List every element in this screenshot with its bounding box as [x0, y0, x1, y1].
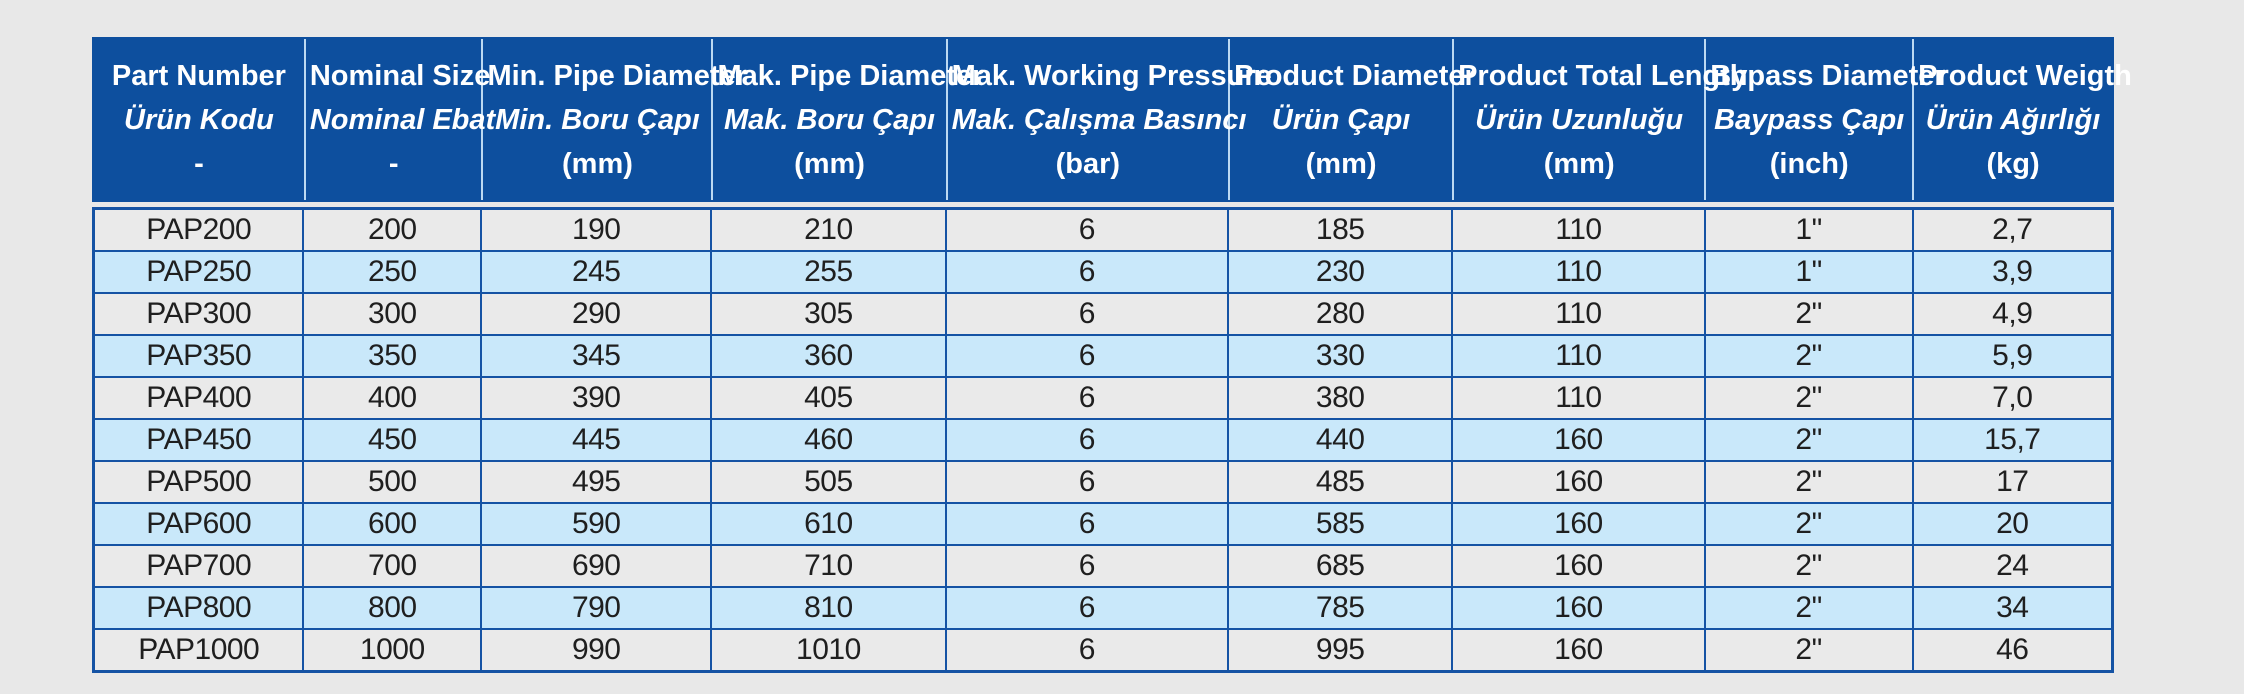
column-header-tr: Baypass Çapı	[1714, 103, 1905, 136]
table-cell: 6	[946, 503, 1229, 545]
column-header-en: Min. Pipe Diameter	[487, 59, 747, 92]
spec-table-body	[92, 207, 2114, 673]
table-cell: 110	[1452, 209, 1704, 252]
table-row	[94, 293, 2113, 335]
table-cell: 160	[1452, 545, 1704, 587]
table-cell: 160	[1452, 503, 1704, 545]
table-cell: 5,9	[1913, 335, 2113, 377]
table-cell: 160	[1452, 419, 1704, 461]
column-header	[1452, 39, 1748, 200]
column-header-en: Bypass Diameter	[1710, 59, 1946, 92]
table-cell: 500	[303, 461, 481, 503]
column-header-unit: -	[194, 147, 204, 180]
table-cell: 2"	[1705, 419, 1913, 461]
table-cell: 2"	[1705, 377, 1913, 419]
table-cell: 590	[481, 503, 711, 545]
table-cell: 2"	[1705, 629, 1913, 672]
table-cell: 2"	[1705, 545, 1913, 587]
column-header	[94, 39, 304, 200]
table-cell: 15,7	[1913, 419, 2113, 461]
part-number-cell: PAP200	[94, 209, 304, 252]
table-cell: 1"	[1705, 209, 1913, 252]
part-number-cell: PAP600	[94, 503, 304, 545]
table-cell: 190	[481, 209, 711, 252]
table-cell: 2"	[1705, 503, 1913, 545]
part-number-cell: PAP450	[94, 419, 304, 461]
table-cell: 360	[711, 335, 945, 377]
table-cell: 250	[303, 251, 481, 293]
table-cell: 710	[711, 545, 945, 587]
part-number-cell: PAP800	[94, 587, 304, 629]
column-header-en: Part Number	[111, 59, 286, 92]
table-cell: 305	[711, 293, 945, 335]
table-cell: 810	[711, 587, 945, 629]
part-number-cell: PAP500	[94, 461, 304, 503]
column-header-unit: -	[388, 147, 399, 180]
table-cell: 685	[1228, 545, 1452, 587]
table-cell: 2"	[1705, 335, 1913, 377]
table-cell: 1000	[303, 629, 481, 672]
column-header-tr: Ürün Uzunluğu	[1475, 103, 1684, 136]
column-header-unit: (inch)	[1769, 147, 1849, 180]
table-row	[94, 209, 2113, 252]
table-cell: 4,9	[1913, 293, 2113, 335]
table-cell: 440	[1228, 419, 1452, 461]
column-header	[1704, 39, 1946, 200]
product-spec-table	[92, 37, 2132, 673]
column-header-unit: (mm)	[1305, 147, 1377, 180]
table-cell: 3,9	[1913, 251, 2113, 293]
column-header-en: Product Total Length	[1458, 59, 1748, 92]
column-header	[1228, 39, 1476, 200]
table-row	[94, 251, 2113, 293]
table-cell: 995	[1228, 629, 1452, 672]
column-header-tr: Ürün Çapı	[1271, 103, 1411, 136]
column-header-unit: (mm)	[1543, 147, 1615, 180]
column-header-en: Product Weigth	[1918, 59, 2132, 92]
column-header-unit: (mm)	[794, 147, 865, 180]
table-cell: 350	[303, 335, 481, 377]
table-cell: 185	[1228, 209, 1452, 252]
table-cell: 6	[946, 587, 1229, 629]
table-cell: 7,0	[1913, 377, 2113, 419]
table-row	[94, 629, 2113, 672]
table-cell: 110	[1452, 377, 1704, 419]
table-cell: 2,7	[1913, 209, 2113, 252]
table-cell: 160	[1452, 629, 1704, 672]
table-cell: 6	[946, 545, 1229, 587]
table-cell: 6	[946, 377, 1229, 419]
table-cell: 46	[1913, 629, 2113, 672]
table-cell: 330	[1228, 335, 1452, 377]
table-row	[94, 461, 2113, 503]
table-cell: 290	[481, 293, 711, 335]
table-cell: 34	[1913, 587, 2113, 629]
column-header-unit: (bar)	[1055, 147, 1121, 180]
table-cell: 245	[481, 251, 711, 293]
part-number-cell: PAP700	[94, 545, 304, 587]
table-cell: 390	[481, 377, 711, 419]
table-cell: 800	[303, 587, 481, 629]
table-cell: 790	[481, 587, 711, 629]
table-cell: 6	[946, 251, 1229, 293]
table-cell: 6	[946, 335, 1229, 377]
table-row	[94, 377, 2113, 419]
table-cell: 450	[303, 419, 481, 461]
table-cell: 610	[711, 503, 945, 545]
table-cell: 2"	[1705, 461, 1913, 503]
column-header-tr: Ürün Ağırlığı	[1925, 103, 2101, 136]
column-header	[946, 39, 1272, 200]
table-row	[94, 587, 2113, 629]
table-cell: 485	[1228, 461, 1452, 503]
column-header-en: Mak. Pipe Diameter	[717, 59, 984, 92]
column-header-en: Mak. Working Pressure	[951, 59, 1272, 92]
table-cell: 600	[303, 503, 481, 545]
table-cell: 160	[1452, 587, 1704, 629]
table-cell: 690	[481, 545, 711, 587]
table-cell: 380	[1228, 377, 1452, 419]
column-header-tr: Mak. Çalışma Basıncı	[951, 103, 1247, 136]
table-row	[94, 335, 2113, 377]
column-header	[711, 39, 984, 200]
table-cell: 255	[711, 251, 945, 293]
table-cell: 405	[711, 377, 945, 419]
table-cell: 230	[1228, 251, 1452, 293]
part-number-cell: PAP350	[94, 335, 304, 377]
column-header-tr: Min. Boru Çapı	[495, 103, 700, 136]
column-header-tr: Nominal Ebat	[309, 103, 496, 136]
column-header-tr: Mak. Boru Çapı	[723, 103, 936, 136]
table-cell: 1010	[711, 629, 945, 672]
table-cell: 6	[946, 209, 1229, 252]
table-cell: 110	[1452, 335, 1704, 377]
table-cell: 585	[1228, 503, 1452, 545]
table-cell: 2"	[1705, 293, 1913, 335]
table-cell: 1"	[1705, 251, 1913, 293]
table-cell: 300	[303, 293, 481, 335]
table-cell: 280	[1228, 293, 1452, 335]
table-cell: 460	[711, 419, 945, 461]
column-header-en: Nominal Size	[309, 59, 491, 92]
column-header-unit: (kg)	[1986, 147, 2040, 180]
column-header	[1912, 39, 2132, 200]
table-row	[94, 545, 2113, 587]
table-row	[94, 419, 2113, 461]
table-cell: 6	[946, 629, 1229, 672]
table-cell: 2"	[1705, 587, 1913, 629]
header-row	[94, 39, 2112, 200]
table-cell: 160	[1452, 461, 1704, 503]
table-cell: 400	[303, 377, 481, 419]
table-cell: 700	[303, 545, 481, 587]
part-number-cell: PAP400	[94, 377, 304, 419]
column-header	[481, 39, 747, 200]
table-cell: 17	[1913, 461, 2113, 503]
table-cell: 200	[303, 209, 481, 252]
spec-table-header	[92, 37, 2132, 202]
table-cell: 6	[946, 461, 1229, 503]
table-cell: 24	[1913, 545, 2113, 587]
part-number-cell: PAP300	[94, 293, 304, 335]
table-cell: 445	[481, 419, 711, 461]
table-cell: 6	[946, 419, 1229, 461]
table-row	[94, 503, 2113, 545]
column-header	[304, 39, 496, 200]
column-header-tr: Ürün Kodu	[124, 103, 274, 136]
part-number-cell: PAP1000	[94, 629, 304, 672]
part-number-cell: PAP250	[94, 251, 304, 293]
table-cell: 20	[1913, 503, 2113, 545]
table-cell: 785	[1228, 587, 1452, 629]
table-cell: 6	[946, 293, 1229, 335]
table-cell: 110	[1452, 251, 1704, 293]
table-cell: 495	[481, 461, 711, 503]
table-cell: 505	[711, 461, 945, 503]
column-header-en: Product Diameter	[1234, 59, 1476, 92]
table-cell: 210	[711, 209, 945, 252]
table-cell: 345	[481, 335, 711, 377]
table-cell: 990	[481, 629, 711, 672]
table-cell: 110	[1452, 293, 1704, 335]
column-header-unit: (mm)	[562, 147, 633, 180]
